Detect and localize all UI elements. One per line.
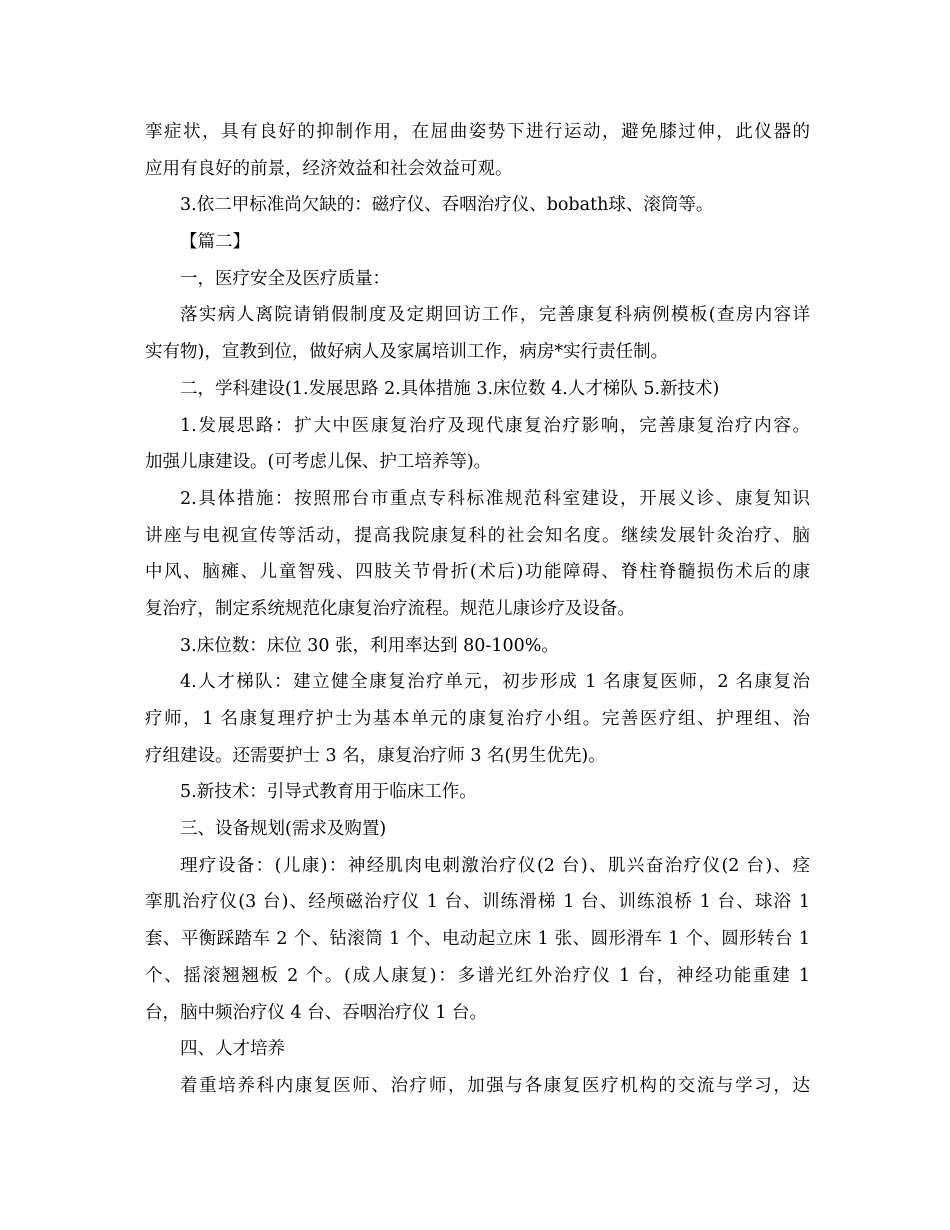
text-line: 讲座与电视宣传等活动，提高我院康复科的社会知名度。继续发展针灸治疗、脑 xyxy=(145,525,810,546)
text-line: 复治疗，制定系统规范化康复治疗流程。规范儿康诊疗及设备。 xyxy=(145,598,635,619)
text-line: 着重培养科内康复医师、治疗师，加强与各康复医疗机构的交流与学习，达 xyxy=(180,1075,810,1096)
text-line: 挛肌治疗仪(3 台)、经颅磁治疗仪 1 台、训练滑梯 1 台、训练浪桥 1 台、球浴 1 xyxy=(145,892,810,913)
text-line: 加强儿康建设。(可考虑儿保、护工培养等)。 xyxy=(145,452,492,473)
text-line: 套、平衡踩踏车 2 个、钻滚筒 1 个、电动起立床 1 张、圆形滑车 1 个、圆形转台 1 xyxy=(145,929,810,950)
text-line: 1.发展思路：扩大中医康复治疗及现代康复治疗影响，完善康复治疗内容。 xyxy=(180,415,810,436)
text-line: 2.具体措施：按照邢台市重点专科标准规范科室建设，开展义诊、康复知识 xyxy=(180,488,810,509)
text-line: 实有物)，宣教到位，做好病人及家属培训工作，病房*实行责任制。 xyxy=(145,342,669,363)
text-line: 四、人才培养 xyxy=(180,1039,285,1060)
text-line: 落实病人离院请销假制度及定期回访工作，完善康复科病例模板(查房内容详 xyxy=(180,305,810,326)
text-line: 一，医疗安全及医疗质量： xyxy=(180,268,390,289)
text-line: 挛症状，具有良好的抑制作用，在屈曲姿势下进行运动，避免膝过伸，此仪器的 xyxy=(145,122,810,142)
text-line: 中风、脑瘫、儿童智残、四肢关节骨折(术后)功能障碍、脊柱脊髓损伤术后的康 xyxy=(145,562,810,583)
text-line: 疗组建设。还需要护士 3 名，康复治疗师 3 名(男生优先)。 xyxy=(145,745,606,766)
text-line: 【篇二】 xyxy=(180,232,250,253)
text-line: 5.新技术：引导式教育用于临床工作。 xyxy=(180,782,477,803)
document-body xyxy=(145,114,810,1105)
text-line: 台，脑中频治疗仪 4 台、吞咽治疗仪 1 台。 xyxy=(145,1002,488,1023)
text-line: 个、摇滚翘翘板 2 个。(成人康复)：多谱光红外治疗仪 1 台，神经功能重建 1 xyxy=(145,965,810,986)
text-line: 应用有良好的前景，经济效益和社会效益可观。 xyxy=(145,158,513,179)
text-line: 二，学科建设(1.发展思路 2.具体措施 3.床位数 4.人才梯队 5.新技术) xyxy=(180,378,720,399)
text-line: 3.床位数：床位 30 张，利用率达到 80-100%。 xyxy=(180,635,559,656)
text-line: 理疗设备：(儿康)：神经肌肉电刺激治疗仪(2 台)、肌兴奋治疗仪(2 台)、痉 xyxy=(180,855,810,876)
text-line: 三、设备规划(需求及购置) xyxy=(180,819,387,840)
text-line: 4.人才梯队：建立健全康复治疗单元，初步形成 1 名康复医师，2 名康复治 xyxy=(180,672,810,693)
text-line: 疗师，1 名康复理疗护士为基本单元的康复治疗小组。完善医疗组、护理组、治 xyxy=(145,709,810,729)
text-line: 3.依二甲标准尚欠缺的：磁疗仪、吞咽治疗仪、bobath球、滚筒等。 xyxy=(180,195,714,216)
